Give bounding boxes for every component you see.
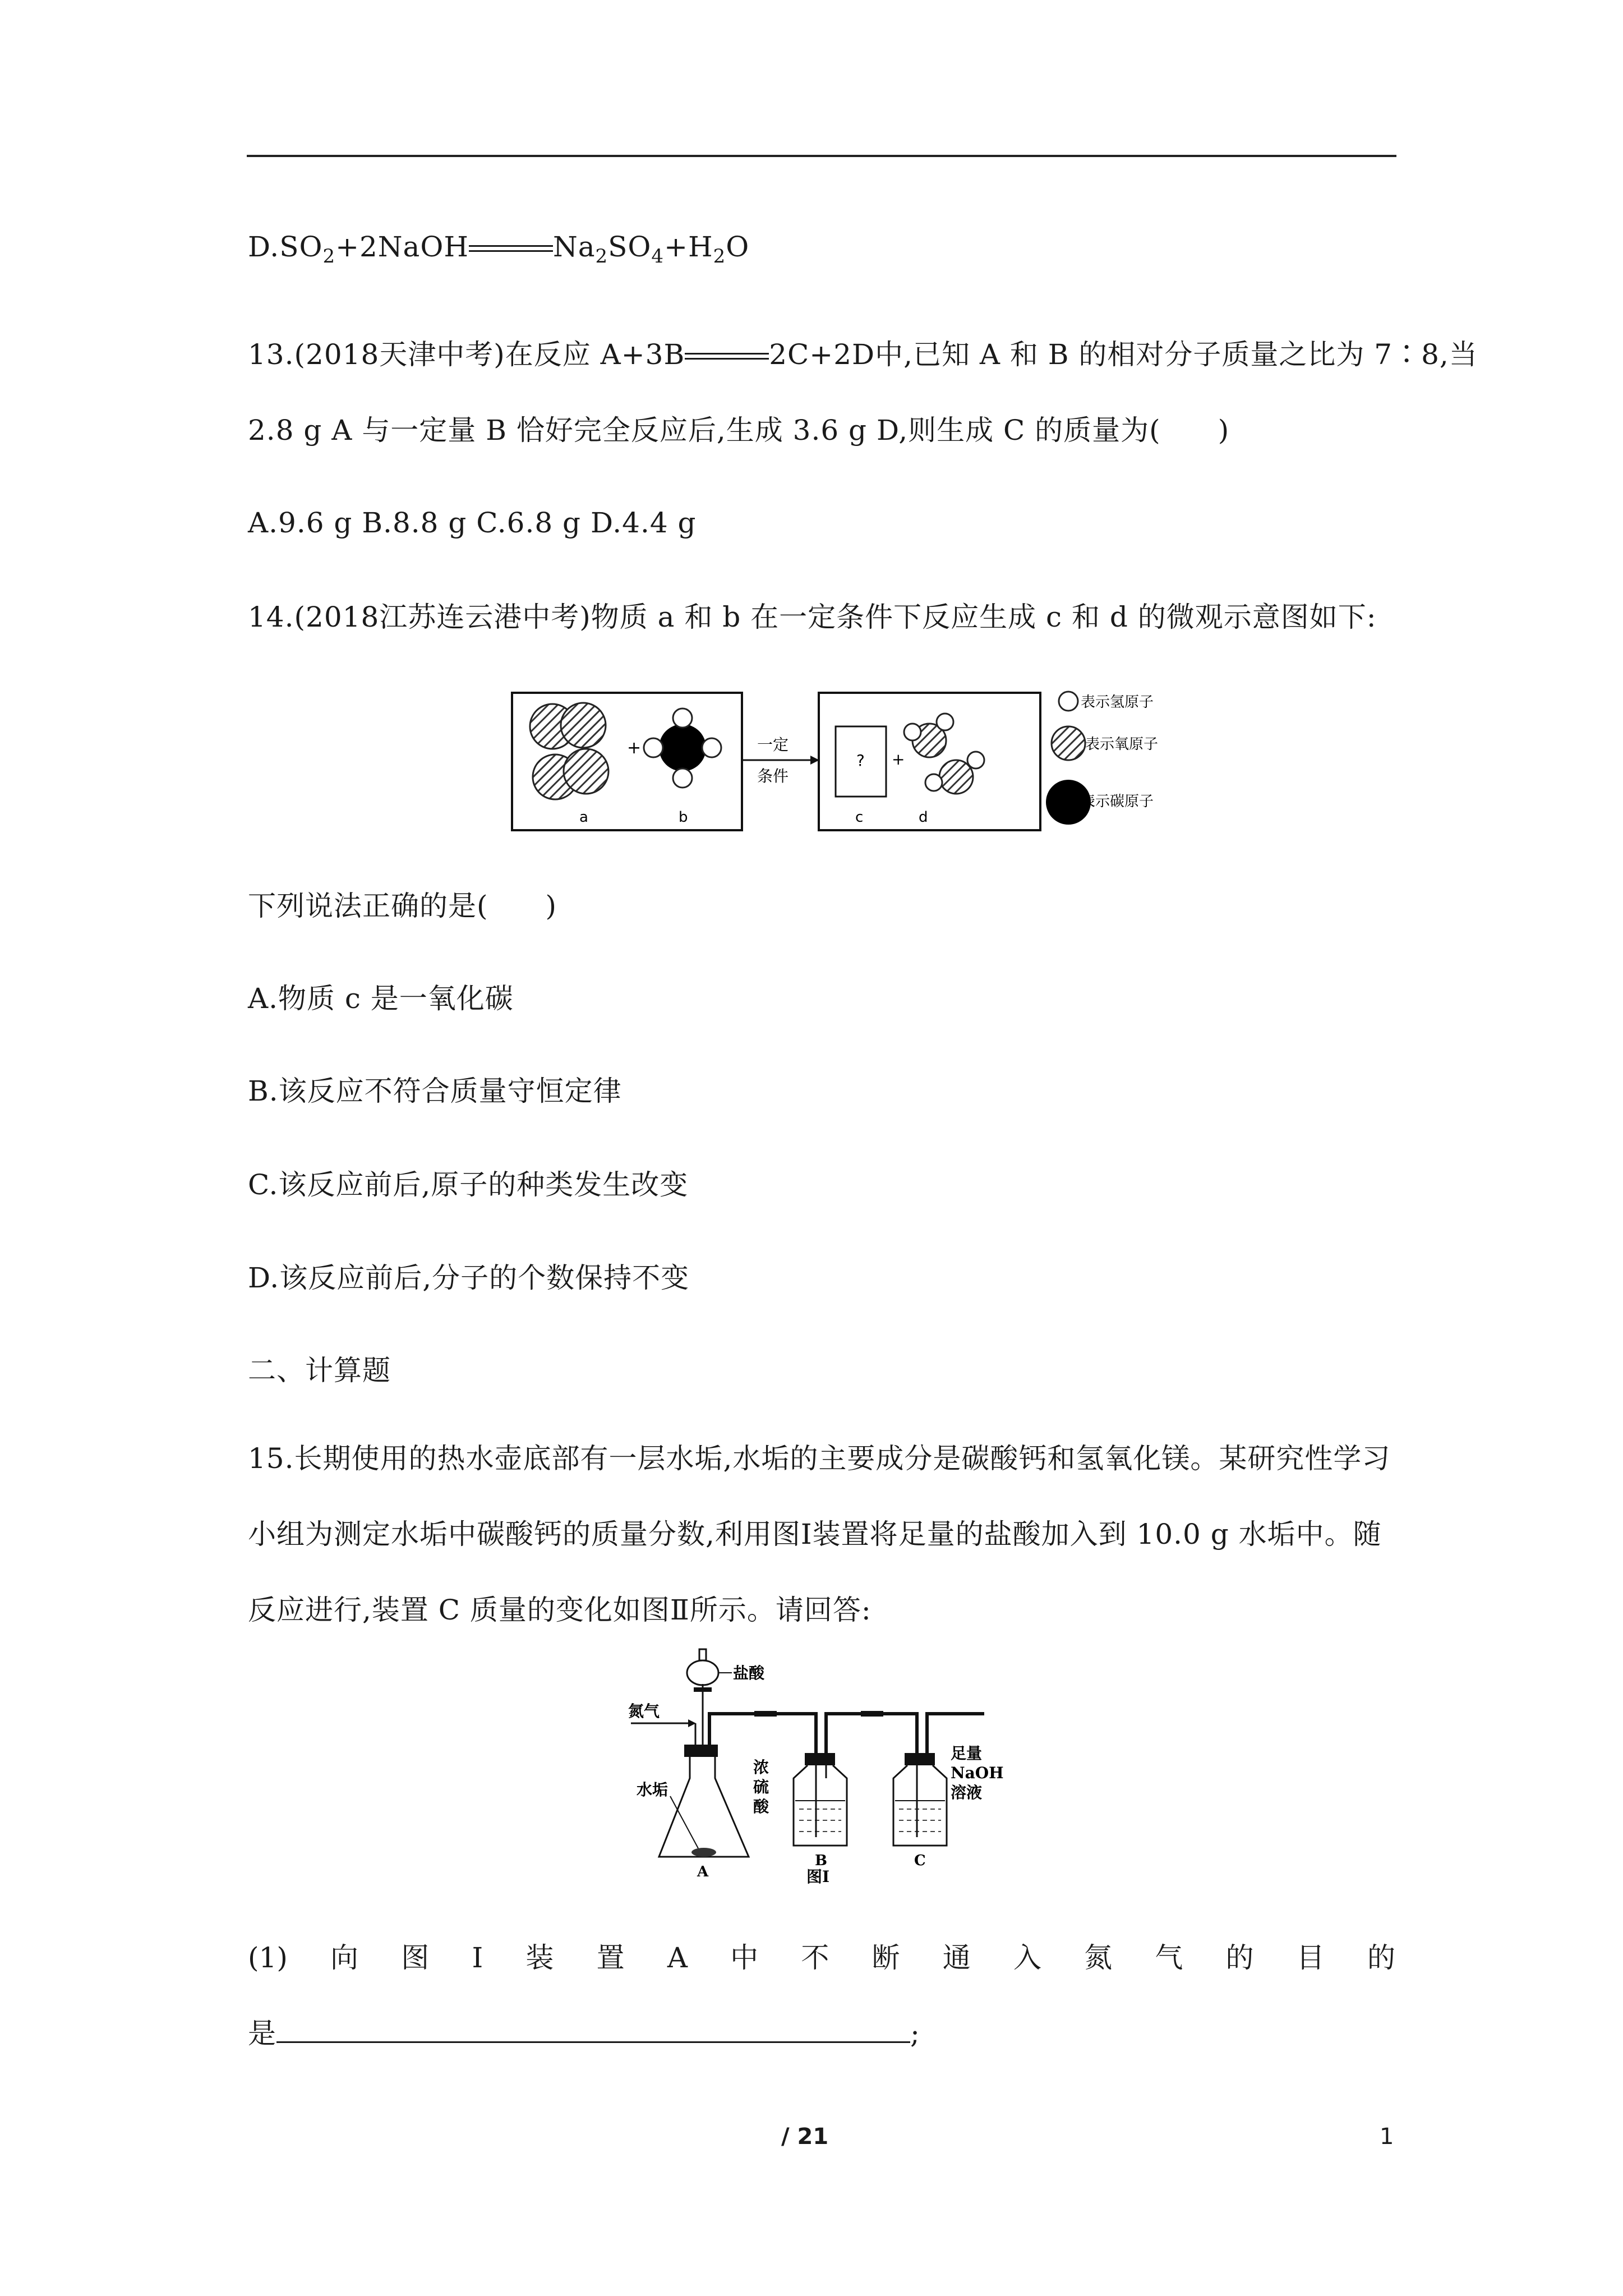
q15-line2: 小组为测定水垢中碳酸钙的质量分数,利用图Ⅰ装置将足量的盐酸加入到 10.0 g 水垢中。随 <box>248 1518 1382 1550</box>
page-number: 1 <box>1380 2124 1394 2150</box>
q14-stem: 14.(2018江苏连云港中考)物质 a 和 b 在一定条件下反应生成 c 和 d 的微观示意图如下: <box>248 601 1377 633</box>
hydrogen-atom <box>937 714 953 730</box>
char: 置 <box>596 1941 625 1974</box>
char: 目 <box>1296 1941 1325 1974</box>
q15-sub1-line1 <box>248 1938 1395 1977</box>
char: 向 <box>330 1941 359 1974</box>
tube-a-to-b <box>709 1714 816 1764</box>
char: 断 <box>872 1941 900 1974</box>
separatory-funnel <box>687 1660 718 1685</box>
q12-option-d: $D.SO_2+2NaOH$ $Na_2SO_4+H_2O$ <box>248 231 750 268</box>
label-a: A <box>697 1864 709 1880</box>
answer-suffix: ; <box>910 2017 920 2050</box>
c-label-line1: 足量 <box>951 1744 983 1763</box>
char: 不 <box>801 1941 829 1974</box>
c-label-line2: NaOH <box>951 1764 1004 1782</box>
funnel-stopper <box>699 1649 706 1660</box>
char: (1) <box>248 1941 288 1974</box>
char: 气 <box>1155 1941 1183 1974</box>
label-b: b <box>679 809 688 826</box>
equals-sign <box>685 351 769 362</box>
char: 通 <box>942 1941 971 1974</box>
char: A <box>667 1941 688 1974</box>
hydrogen-atom <box>925 774 942 791</box>
plus-sign: + <box>627 738 642 758</box>
page-total: / 21 <box>781 2124 829 2150</box>
q13-options: A.9.6 g B.8.8 g C.6.8 g D.4.4 g <box>248 507 697 539</box>
arrow-condition-top: 一定 <box>757 735 789 754</box>
q14-question: 下列说法正确的是( ) <box>248 890 557 922</box>
char: Ⅰ <box>472 1941 483 1974</box>
label-c: c <box>855 809 864 826</box>
q14-option-a: A.物质 c 是一氧化碳 <box>248 982 514 1015</box>
q15-apparatus-figure <box>625 1649 1052 1885</box>
label-b: B <box>815 1852 827 1869</box>
unknown-mark: ? <box>856 751 865 770</box>
char: 入 <box>1013 1941 1041 1974</box>
legend-hydrogen-icon <box>1059 692 1078 711</box>
bottle-c <box>893 1765 947 1846</box>
legend-oxygen-label: 表示氧原子 <box>1085 736 1159 753</box>
q14-option-b: B.该反应不符合质量守恒定律 <box>248 1075 622 1107</box>
q13-stem-line2: 2.8 g A 与一定量 B 恰好完全反应后,生成 3.6 g D,则生成 C 的质量为( ) <box>248 414 1230 447</box>
answer-blank[interactable] <box>276 2011 910 2043</box>
tube-joint <box>754 1711 777 1717</box>
conical-flask <box>659 1757 749 1857</box>
bottle-b-stopper <box>805 1753 835 1765</box>
hydrogen-atom <box>702 738 721 757</box>
char: 装 <box>525 1941 554 1974</box>
flask-stopper <box>684 1745 718 1757</box>
oxygen-atom <box>939 760 973 794</box>
answer-prefix: 是 <box>248 2017 276 2050</box>
q14-option-d: D.该反应前后,分子的个数保持不变 <box>248 1262 690 1294</box>
q15-sub1-line2 <box>248 2011 920 2053</box>
q14-option-c: C.该反应前后,原子的种类发生改变 <box>248 1168 689 1201</box>
figure-caption: 图Ⅰ <box>806 1867 830 1886</box>
hydrogen-atom <box>967 752 984 769</box>
hydrogen-atom <box>673 769 692 788</box>
carbon-atom <box>659 724 706 771</box>
hcl-label: 盐酸 <box>733 1664 765 1682</box>
label-c: C <box>914 1852 926 1869</box>
header-rule <box>247 155 1396 157</box>
b-label-line3: 酸 <box>753 1797 769 1816</box>
bottle-c-stopper <box>905 1753 935 1765</box>
char: 中 <box>730 1941 759 1974</box>
q15-line3: 反应进行,装置 C 质量的变化如图Ⅱ所示。请回答: <box>248 1594 872 1626</box>
hydrogen-atom <box>644 738 663 757</box>
plus-sign: + <box>892 750 905 769</box>
oxygen-atom <box>561 703 606 748</box>
hydrogen-atom <box>673 708 692 728</box>
b-label-line2: 硫 <box>753 1778 769 1796</box>
char: 的 <box>1367 1941 1395 1974</box>
tube-b-to-c <box>826 1714 917 1764</box>
char: 图 <box>401 1941 430 1974</box>
b-label-line1: 浓 <box>753 1758 769 1777</box>
equals-sign <box>469 243 553 255</box>
legend-hydrogen-label: 表示氢原子 <box>1081 694 1154 711</box>
label-d: d <box>919 809 928 826</box>
char: 氮 <box>1084 1941 1113 1974</box>
hydrogen-atom <box>904 724 921 740</box>
nitrogen-label: 氮气 <box>628 1702 660 1720</box>
q14-reaction-diagram <box>508 687 1159 850</box>
legend-carbon-label: 表示碳原子 <box>1081 793 1154 810</box>
scale-sample <box>691 1848 716 1857</box>
section-title: 二、计算题 <box>248 1354 391 1387</box>
q15-line1: 15.长期使用的热水壶底部有一层水垢,水垢的主要成分是碳酸钙和氢氧化镁。某研究性学习 <box>248 1442 1391 1475</box>
bottle-b <box>794 1765 847 1846</box>
q13-stem-line1: 13.(2018天津中考)在反应 A+3B 2C+2D中,已知 A 和 B 的相对分子质量之比为 7∶8,当 <box>248 338 1478 371</box>
scale-label: 水垢 <box>637 1780 668 1799</box>
arrow-condition-bottom: 条件 <box>757 767 789 785</box>
tube-joint <box>861 1711 883 1717</box>
oxygen-atom <box>564 749 608 794</box>
c-label-line3: 溶液 <box>951 1783 983 1802</box>
legend-oxygen-icon <box>1052 726 1085 760</box>
char: 的 <box>1225 1941 1254 1974</box>
label-a: a <box>579 809 588 826</box>
